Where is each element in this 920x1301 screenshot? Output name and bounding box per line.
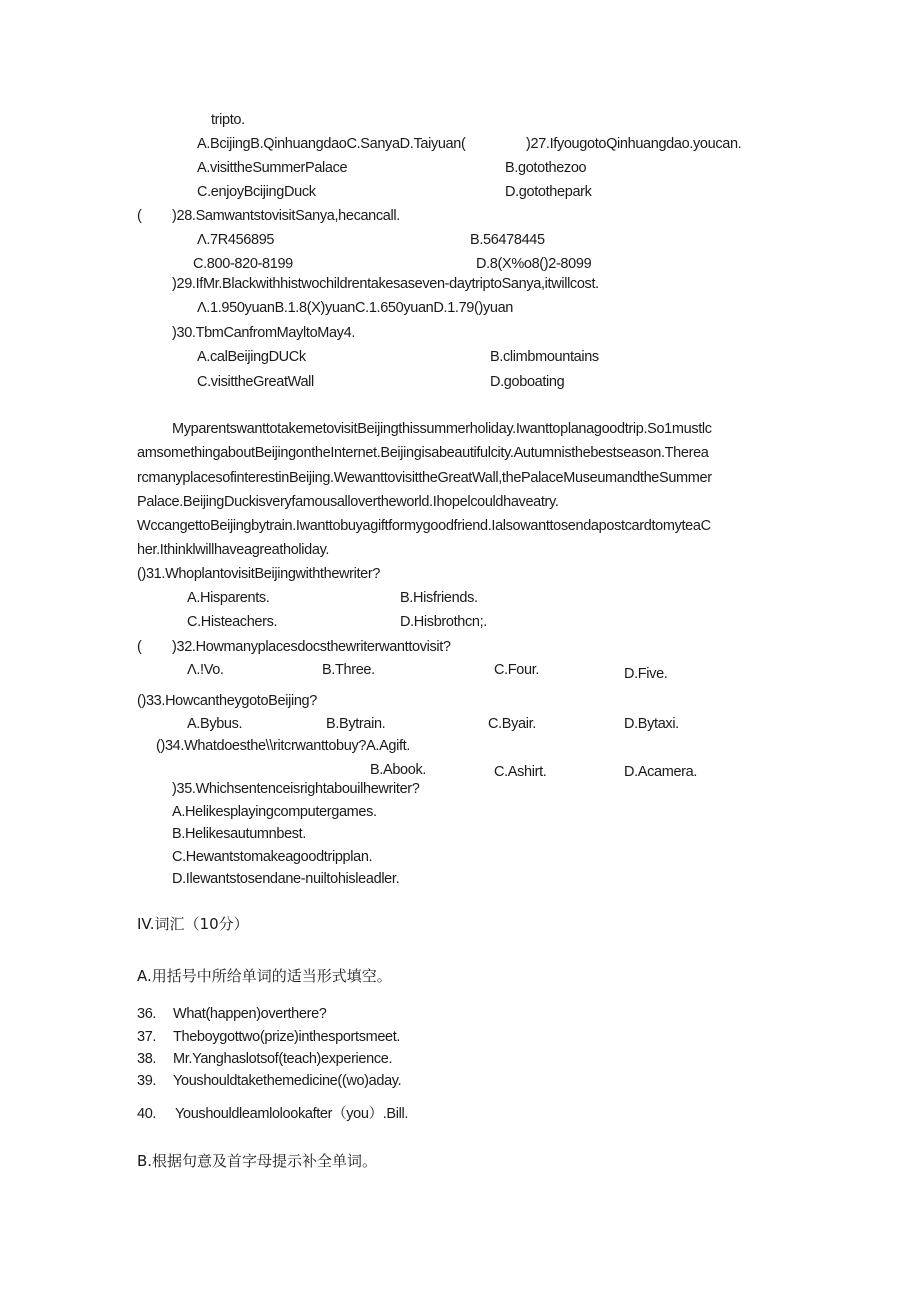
item-text: Mr.Yanghaslotsof(teach)experience.	[173, 1051, 393, 1067]
item-number: 39.	[137, 1073, 157, 1089]
q26-tail: tripto.	[211, 112, 245, 128]
q33-stem: ()33.HowcantheygotoBeijing?	[137, 693, 317, 709]
part-a-instruction: A.用括号中所给单词的适当形式填空。	[137, 967, 392, 985]
q28-option-b: B.56478445	[470, 232, 545, 248]
q34-option-d: D.Acamera.	[624, 764, 698, 780]
q30-option-b: B.climbmountains	[490, 349, 599, 365]
passage-line: Palace.BeijingDuckisveryfamousallovertheworld.Ihopelcouldhaveatry.	[137, 494, 559, 510]
q27-option-a: A.visittheSummerPalace	[197, 160, 348, 176]
passage-line: rcmanyplacesofinterestinBeijing.WewanttovisittheGreatWall,thePalaceMuseumandtheSummer	[137, 470, 712, 486]
item-number: 37.	[137, 1029, 157, 1045]
q28-option-c: C.800-820-8199	[193, 256, 293, 272]
passage-line: MyparentswanttotakemetovisitBeijingthissummerholiday.Iwanttoplanagoodtrip.So1mustlc	[172, 421, 712, 437]
q30-stem: )30.TbmCanfromMayltoMay4.	[172, 325, 356, 341]
q29-stem: )29.IfMr.Blackwithhistwochildrentakesaseven-daytriptoSanya,itwillcost.	[172, 276, 599, 292]
item-number: 36.	[137, 1006, 157, 1022]
q33-option-b: B.Bytrain.	[326, 716, 386, 732]
passage-line: her.Ithinklwillhaveagreatholiday.	[137, 542, 330, 558]
q33-option-d: D.Bytaxi.	[624, 716, 679, 732]
q31-option-b: B.Hisfriends.	[400, 590, 478, 606]
q30-option-d: D.goboating	[490, 374, 565, 390]
q32-option-b: B.Three.	[322, 662, 375, 678]
q27-option-b: B.gotothezoo	[505, 160, 587, 176]
section-heading-vocabulary: IV.词汇（10分）	[137, 915, 249, 933]
q31-option-c: C.Histeachers.	[187, 614, 278, 630]
q28-bracket: (	[137, 208, 142, 224]
item-number: 40.	[137, 1106, 157, 1122]
q28-option-a: Λ.7R456895	[197, 232, 275, 248]
q35-option-d: D.Ilewantstosendane-nuiltohisleadler.	[172, 871, 400, 887]
q35-option-a: A.Helikesplayingcomputergames.	[172, 804, 377, 820]
q28-option-d: D.8(X%o8()2-8099	[476, 256, 592, 272]
q31-stem: ()31.WhoplantovisitBeijingwiththewriter?	[137, 566, 381, 582]
item-text: What(happen)overthere?	[173, 1006, 327, 1022]
passage-line: amsomethingaboutBeijingontheInternet.Beijingisabeautifulcity.Autumnisthebestseason.Therea	[137, 445, 709, 461]
q35-option-b: B.Helikesautumnbest.	[172, 826, 307, 842]
q33-option-a: A.Bybus.	[187, 716, 243, 732]
q32-option-d: D.Five.	[624, 666, 668, 682]
q30-option-a: A.calBeijingDUCk	[197, 349, 306, 365]
q26-options: A.BcijingB.QinhuangdaoC.SanyaD.Taiyuan(	[197, 136, 466, 152]
q27-stem: )27.IfyougotoQinhuangdao.youcan.	[526, 136, 742, 152]
q31-option-a: A.Hisparents.	[187, 590, 270, 606]
q32-bracket: (	[137, 639, 142, 655]
q34-option-b: B.Abook.	[370, 762, 427, 778]
passage-line: WccangettoBeijingbytrain.Iwanttobuyagiftformygoodfriend.IalsowanttosendapostcardtomyteaC	[137, 518, 711, 534]
q28-stem: )28.SamwantstovisitSanya,hecancall.	[172, 208, 400, 224]
q31-option-d: D.Hisbrothcn;.	[400, 614, 487, 630]
q29-options: Λ.1.950yuanB.1.8(X)yuanC.1.650yuanD.1.79()yuan	[197, 300, 514, 316]
part-b-instruction: B.根据句意及首字母提示补全单词。	[137, 1152, 378, 1170]
q27-option-d: D.gotothepark	[505, 184, 592, 200]
item-number: 38.	[137, 1051, 157, 1067]
item-text: Youshouldleamlolookafter（you）.Bill.	[175, 1106, 409, 1122]
item-text: Youshouldtakethemedicine((wo)aday.	[173, 1073, 402, 1089]
q35-option-c: C.Hewantstomakeagoodtripplan.	[172, 849, 373, 865]
q27-option-c: C.enjoyBcijingDuck	[197, 184, 316, 200]
q32-stem: )32.Howmanyplacesdocsthewriterwanttovisit?	[172, 639, 451, 655]
q32-option-a: Λ.!Vo.	[187, 662, 224, 678]
q32-option-c: C.Four.	[494, 662, 540, 678]
q34-option-c: C.Ashirt.	[494, 764, 547, 780]
q34-stem: ()34.Whatdoesthe\\ritcrwanttobuy?A.Agift.	[156, 738, 411, 754]
q33-option-c: C.Byair.	[488, 716, 536, 732]
item-text: Theboygottwo(prize)inthesportsmeet.	[173, 1029, 401, 1045]
q35-stem: )35.Whichsentenceisrightabouilhewriter?	[172, 781, 420, 797]
q30-option-c: C.visittheGreatWall	[197, 374, 314, 390]
